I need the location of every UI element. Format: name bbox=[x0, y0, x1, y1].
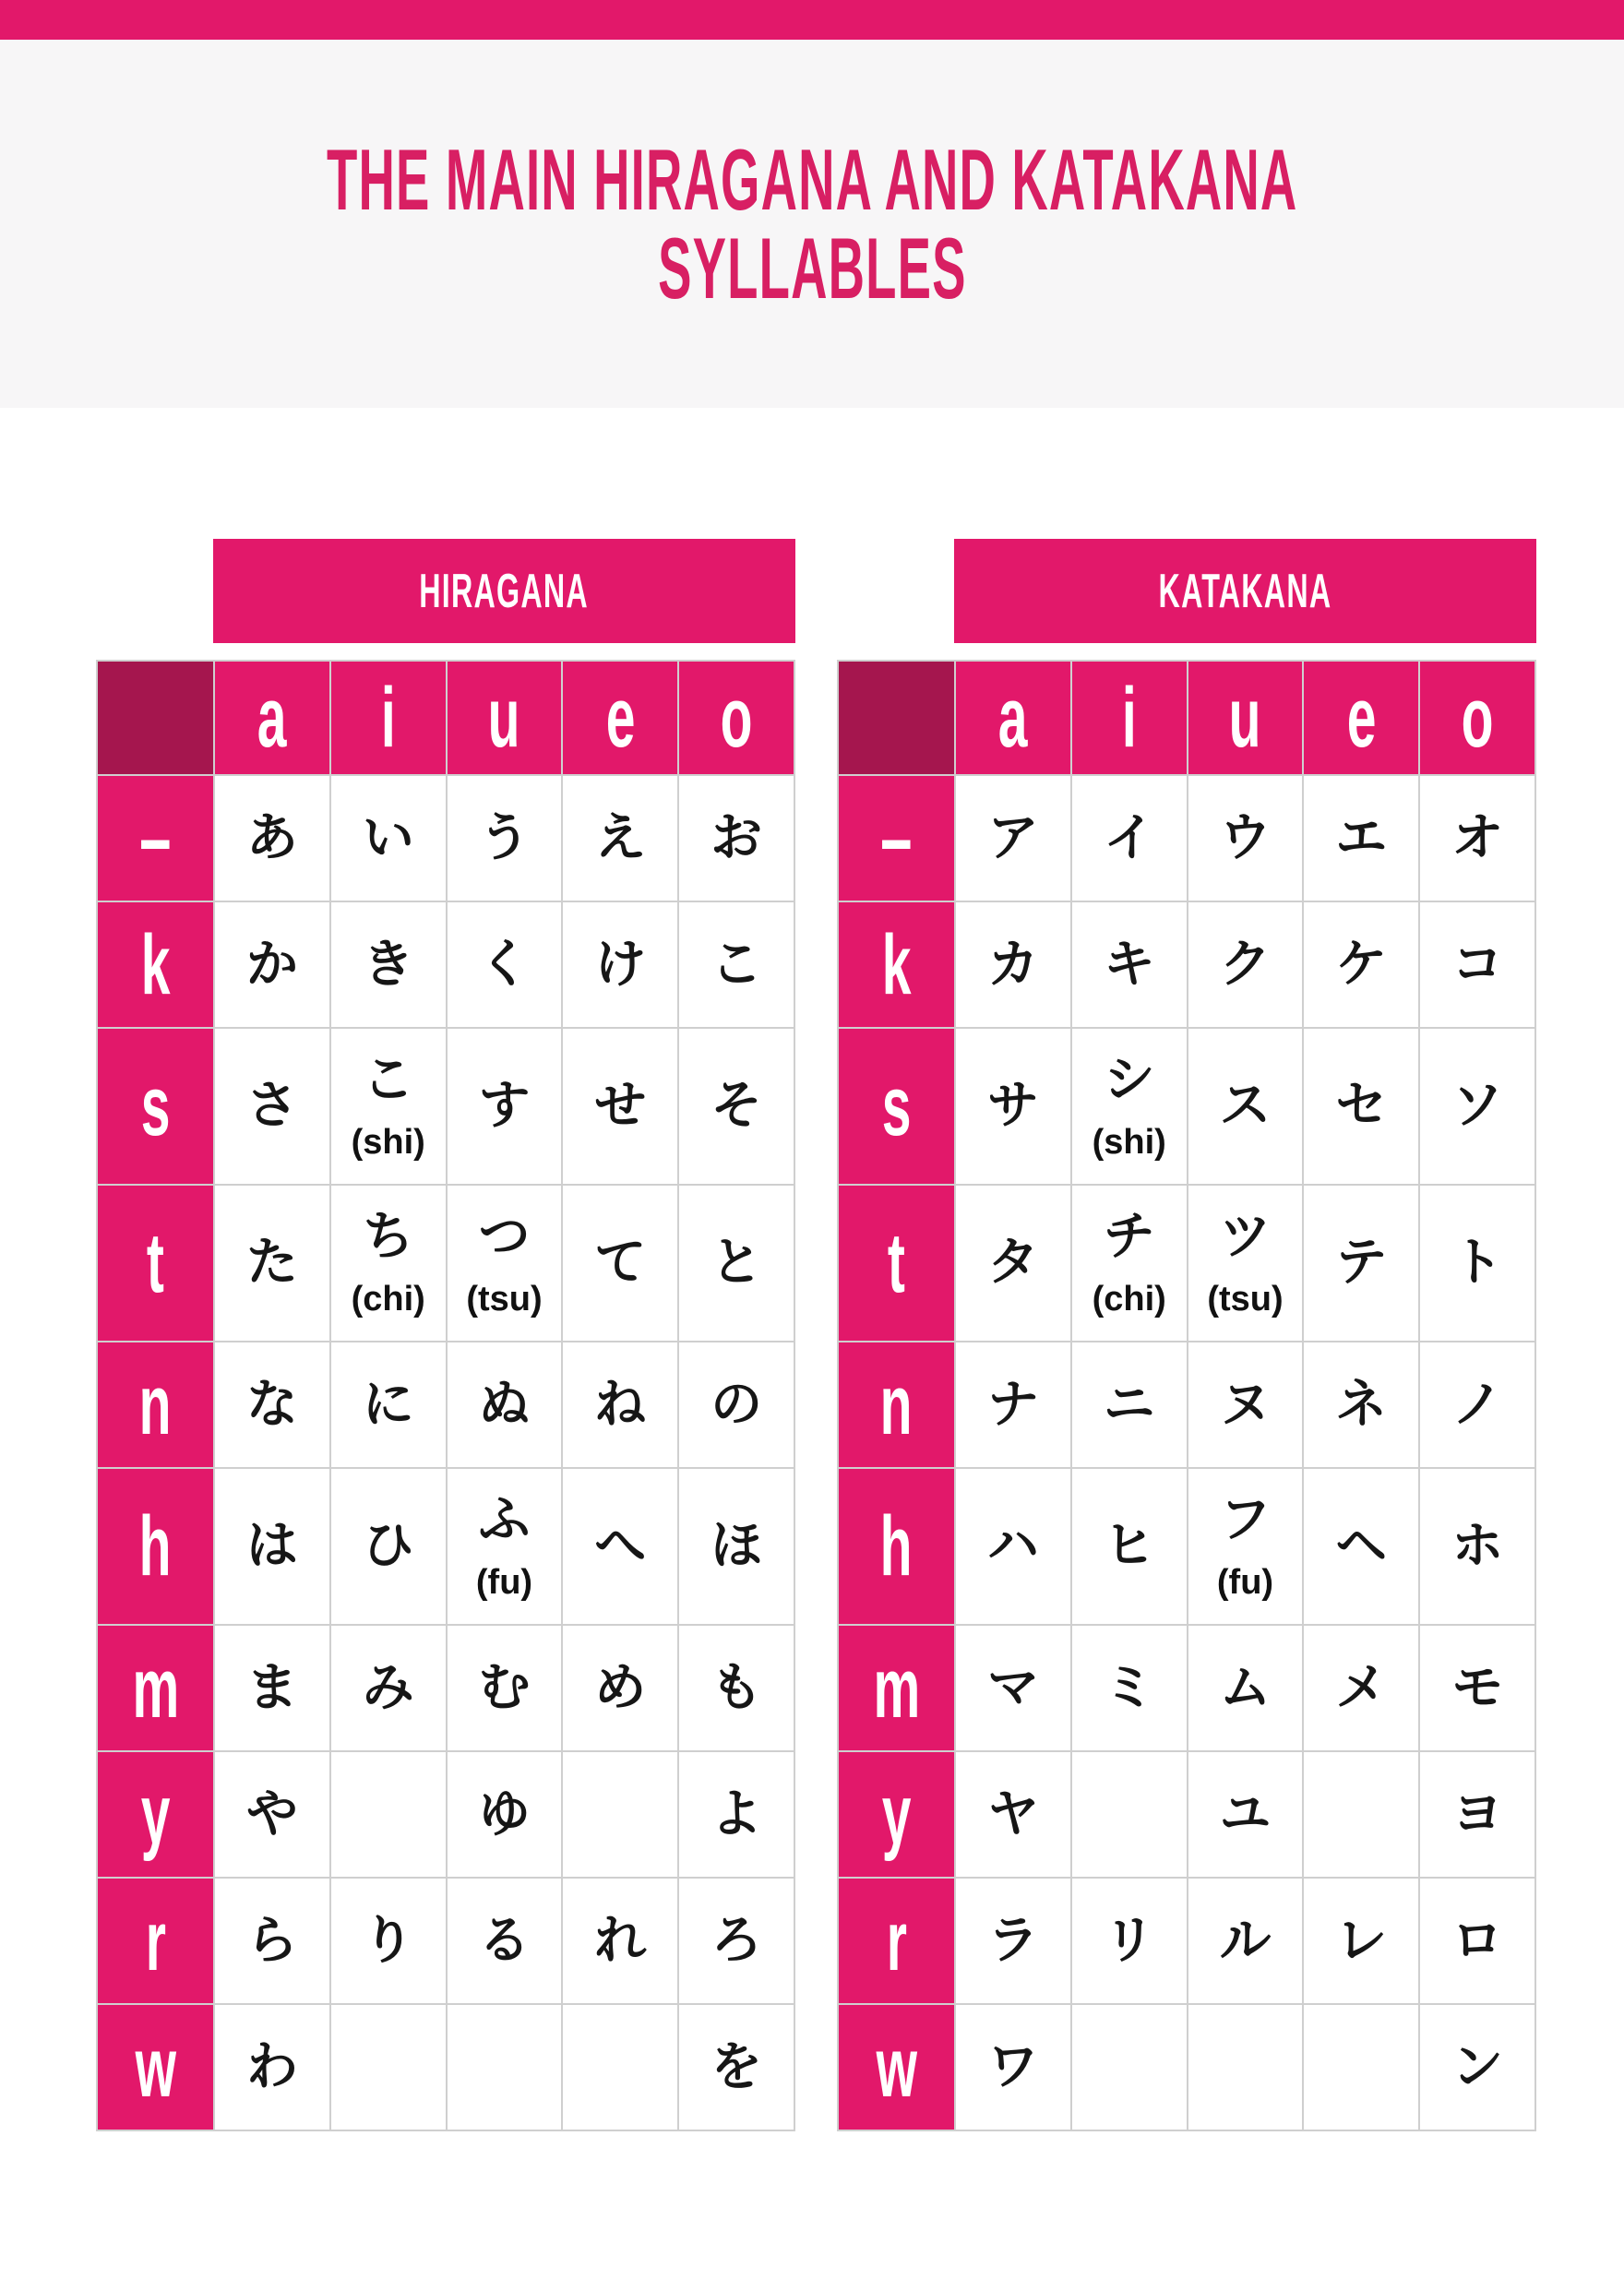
kana-glyph: オ bbox=[1451, 807, 1504, 868]
cell-hiragana-none-u bbox=[448, 776, 562, 901]
cell-katakana-s-a bbox=[956, 1029, 1070, 1184]
kana-glyph: え bbox=[594, 807, 647, 868]
cell-hiragana-h-o bbox=[679, 1469, 794, 1624]
kana-glyph: モ bbox=[1451, 1657, 1504, 1718]
kana-glyph: ネ bbox=[1335, 1374, 1388, 1435]
cell-hiragana-none-i bbox=[331, 776, 446, 901]
consonant-label-none: - bbox=[878, 796, 915, 879]
kana-glyph: よ bbox=[710, 1784, 763, 1844]
kana-glyph: ワ bbox=[986, 2036, 1039, 2097]
kana-glyph: う bbox=[478, 807, 531, 868]
katakana-row-header-y bbox=[839, 1752, 954, 1877]
katakana-banner bbox=[954, 539, 1536, 643]
kana-glyph: て bbox=[594, 1233, 647, 1294]
kana-glyph: ア bbox=[986, 807, 1039, 868]
kana-glyph: ニ bbox=[1103, 1374, 1155, 1435]
kana-glyph: ハ bbox=[986, 1516, 1039, 1577]
katakana-row-header-h bbox=[839, 1469, 954, 1624]
cell-hiragana-r-a bbox=[215, 1879, 329, 2003]
hiragana-row-header-k bbox=[98, 902, 213, 1027]
consonant-label-m: m bbox=[132, 1641, 179, 1736]
hiragana-corner-cell bbox=[98, 662, 213, 774]
kana-glyph: ね bbox=[594, 1374, 647, 1435]
kana-glyph: サ bbox=[986, 1076, 1039, 1137]
header-band bbox=[0, 40, 1624, 408]
consonant-label-h: h bbox=[880, 1499, 913, 1593]
kana-glyph: ヌ bbox=[1219, 1374, 1272, 1435]
cell-katakana-h-u bbox=[1188, 1469, 1303, 1624]
cell-katakana-r-o bbox=[1420, 1879, 1534, 2003]
kana-glyph: ホ bbox=[1451, 1516, 1504, 1577]
romaji-label: (fu) bbox=[475, 1562, 533, 1602]
cell-hiragana-s-e bbox=[563, 1029, 677, 1184]
kana-glyph: エ bbox=[1335, 807, 1388, 868]
cell-hiragana-n-e bbox=[563, 1342, 677, 1467]
kana-glyph: と bbox=[710, 1233, 763, 1294]
kana-glyph: ユ bbox=[1219, 1784, 1272, 1844]
top-accent-bar bbox=[0, 0, 1624, 40]
kana-glyph: レ bbox=[1335, 1910, 1388, 1971]
cell-hiragana-m-u bbox=[448, 1626, 562, 1750]
cell-hiragana-w-e bbox=[563, 2005, 677, 2130]
consonant-label-h: h bbox=[139, 1499, 172, 1593]
cell-katakana-s-o bbox=[1420, 1029, 1534, 1184]
cell-katakana-s-i bbox=[1072, 1029, 1187, 1184]
kana-glyph: ゆ bbox=[478, 1784, 531, 1844]
kana-glyph: マ bbox=[986, 1657, 1039, 1718]
cell-hiragana-w-a bbox=[215, 2005, 329, 2130]
cell-hiragana-y-o bbox=[679, 1752, 794, 1877]
cell-hiragana-t-e bbox=[563, 1186, 677, 1341]
kana-glyph: さ bbox=[245, 1076, 298, 1137]
cell-katakana-none-o bbox=[1420, 776, 1534, 901]
kana-glyph: イ bbox=[1103, 807, 1155, 868]
cell-katakana-y-u bbox=[1188, 1752, 1303, 1877]
cell-katakana-r-i bbox=[1072, 1879, 1187, 2003]
hiragana-row-header-s bbox=[98, 1029, 213, 1184]
kana-glyph: セ bbox=[1335, 1076, 1388, 1137]
vowel-label-o: o bbox=[1461, 671, 1494, 765]
vowel-label-i: i bbox=[1121, 671, 1137, 765]
cell-hiragana-n-a bbox=[215, 1342, 329, 1467]
cell-hiragana-s-i bbox=[331, 1029, 446, 1184]
cell-hiragana-y-u bbox=[448, 1752, 562, 1877]
kana-glyph: き bbox=[362, 934, 414, 995]
katakana-grid bbox=[837, 660, 1536, 2131]
kana-glyph: ナ bbox=[986, 1374, 1039, 1435]
cell-katakana-t-u bbox=[1188, 1186, 1303, 1341]
cell-hiragana-w-u bbox=[448, 2005, 562, 2130]
cell-katakana-t-o bbox=[1420, 1186, 1534, 1341]
kana-glyph: ム bbox=[1219, 1657, 1272, 1718]
kana-glyph: ま bbox=[245, 1657, 298, 1718]
cell-katakana-none-e bbox=[1304, 776, 1418, 901]
consonant-label-y: y bbox=[140, 1767, 171, 1862]
cell-hiragana-t-a bbox=[215, 1186, 329, 1341]
katakana-corner-cell bbox=[839, 662, 954, 774]
vowel-label-o: o bbox=[720, 671, 753, 765]
kana-glyph: す bbox=[478, 1076, 531, 1137]
kana-glyph: な bbox=[245, 1374, 298, 1435]
romaji-label: (shi) bbox=[1092, 1122, 1166, 1162]
kana-glyph: せ bbox=[594, 1076, 647, 1137]
hiragana-section bbox=[96, 539, 795, 2131]
cell-katakana-w-o bbox=[1420, 2005, 1534, 2130]
cell-katakana-t-e bbox=[1304, 1186, 1418, 1341]
kana-glyph: ス bbox=[1219, 1076, 1272, 1137]
cell-hiragana-s-o bbox=[679, 1029, 794, 1184]
hiragana-banner-title: HIRAGANA bbox=[419, 564, 590, 618]
cell-hiragana-t-o bbox=[679, 1186, 794, 1341]
cell-katakana-none-a bbox=[956, 776, 1070, 901]
kana-glyph: ツ bbox=[1219, 1206, 1272, 1267]
kana-glyph: を bbox=[710, 2036, 763, 2097]
consonant-label-n: n bbox=[139, 1357, 172, 1452]
kana-glyph: に bbox=[362, 1374, 414, 1435]
kana-glyph: こ bbox=[362, 1049, 414, 1110]
cell-hiragana-n-i bbox=[331, 1342, 446, 1467]
kana-glyph: キ bbox=[1103, 934, 1155, 995]
katakana-row-header-s bbox=[839, 1029, 954, 1184]
page-title-line1: THE MAIN HIRAGANA AND KATAKANA bbox=[326, 130, 1298, 228]
cell-katakana-k-u bbox=[1188, 902, 1303, 1027]
cell-katakana-w-i bbox=[1072, 2005, 1187, 2130]
consonant-label-y: y bbox=[881, 1767, 912, 1862]
kana-glyph: チ bbox=[1103, 1206, 1155, 1267]
cell-hiragana-s-u bbox=[448, 1029, 562, 1184]
kana-glyph: ろ bbox=[710, 1910, 763, 1971]
kana-glyph: テ bbox=[1335, 1233, 1388, 1294]
hiragana-vowel-header-o bbox=[679, 662, 794, 774]
hiragana-row-header-w bbox=[98, 2005, 213, 2130]
cell-hiragana-k-i bbox=[331, 902, 446, 1027]
cell-hiragana-y-a bbox=[215, 1752, 329, 1877]
kana-glyph: ほ bbox=[710, 1516, 763, 1577]
cell-katakana-k-e bbox=[1304, 902, 1418, 1027]
kana-glyph: た bbox=[245, 1233, 298, 1294]
cell-katakana-m-o bbox=[1420, 1626, 1534, 1750]
cell-hiragana-r-o bbox=[679, 1879, 794, 2003]
consonant-label-s: s bbox=[881, 1059, 912, 1153]
cell-hiragana-h-u bbox=[448, 1469, 562, 1624]
cell-hiragana-m-e bbox=[563, 1626, 677, 1750]
hiragana-row-header-r bbox=[98, 1879, 213, 2003]
cell-katakana-n-i bbox=[1072, 1342, 1187, 1467]
cell-katakana-m-a bbox=[956, 1626, 1070, 1750]
cell-hiragana-n-u bbox=[448, 1342, 562, 1467]
cell-hiragana-s-a bbox=[215, 1029, 329, 1184]
kana-glyph: い bbox=[362, 807, 414, 868]
cell-katakana-t-a bbox=[956, 1186, 1070, 1341]
kana-glyph: ウ bbox=[1219, 807, 1272, 868]
consonant-label-r: r bbox=[886, 1893, 907, 1988]
cell-hiragana-n-o bbox=[679, 1342, 794, 1467]
consonant-label-t: t bbox=[887, 1216, 905, 1310]
kana-glyph: ミ bbox=[1103, 1657, 1155, 1718]
cell-katakana-m-i bbox=[1072, 1626, 1187, 1750]
romaji-label: (chi) bbox=[351, 1279, 425, 1319]
cell-hiragana-m-o bbox=[679, 1626, 794, 1750]
cell-katakana-m-u bbox=[1188, 1626, 1303, 1750]
cell-hiragana-none-e bbox=[563, 776, 677, 901]
cell-katakana-w-u bbox=[1188, 2005, 1303, 2130]
consonant-label-k: k bbox=[140, 917, 171, 1012]
cell-katakana-s-u bbox=[1188, 1029, 1303, 1184]
cell-katakana-h-a bbox=[956, 1469, 1070, 1624]
katakana-row-header-none bbox=[839, 776, 954, 901]
vowel-label-u: u bbox=[488, 671, 520, 765]
katakana-row-header-n bbox=[839, 1342, 954, 1467]
vowel-label-a: a bbox=[257, 671, 287, 765]
kana-glyph: ケ bbox=[1335, 934, 1388, 995]
kana-glyph: つ bbox=[478, 1206, 531, 1267]
kana-glyph: メ bbox=[1335, 1657, 1388, 1718]
cell-katakana-h-o bbox=[1420, 1469, 1534, 1624]
hiragana-vowel-header-i bbox=[331, 662, 446, 774]
hiragana-row-header-h bbox=[98, 1469, 213, 1624]
kana-glyph: り bbox=[362, 1910, 414, 1971]
katakana-vowel-header-e bbox=[1304, 662, 1418, 774]
consonant-label-w: w bbox=[135, 2020, 176, 2115]
cell-hiragana-none-o bbox=[679, 776, 794, 901]
kana-glyph: ふ bbox=[478, 1489, 531, 1550]
cell-katakana-y-o bbox=[1420, 1752, 1534, 1877]
hiragana-row-header-m bbox=[98, 1626, 213, 1750]
cell-katakana-h-i bbox=[1072, 1469, 1187, 1624]
cell-katakana-r-a bbox=[956, 1879, 1070, 2003]
katakana-vowel-header-a bbox=[956, 662, 1070, 774]
consonant-label-none: - bbox=[137, 796, 174, 879]
kana-glyph: ノ bbox=[1451, 1374, 1504, 1435]
kana-glyph: も bbox=[710, 1657, 763, 1718]
kana-glyph: ぬ bbox=[478, 1374, 531, 1435]
hiragana-row-header-y bbox=[98, 1752, 213, 1877]
kana-glyph: め bbox=[594, 1657, 647, 1718]
katakana-vowel-header-u bbox=[1188, 662, 1303, 774]
cell-katakana-w-a bbox=[956, 2005, 1070, 2130]
kana-glyph: み bbox=[362, 1657, 414, 1718]
romaji-label: (chi) bbox=[1092, 1279, 1166, 1319]
kana-glyph: ク bbox=[1219, 934, 1272, 995]
cell-katakana-y-e bbox=[1304, 1752, 1418, 1877]
kana-glyph: く bbox=[478, 934, 531, 995]
kana-glyph: お bbox=[710, 807, 763, 868]
cell-katakana-h-e bbox=[1304, 1469, 1418, 1624]
cell-hiragana-k-e bbox=[563, 902, 677, 1027]
page-title-line2: SYLLABLES bbox=[657, 219, 967, 316]
kana-glyph: フ bbox=[1219, 1489, 1272, 1550]
kana-glyph: ヒ bbox=[1103, 1516, 1155, 1577]
cell-hiragana-m-i bbox=[331, 1626, 446, 1750]
kana-glyph: か bbox=[245, 934, 298, 995]
consonant-label-w: w bbox=[876, 2020, 917, 2115]
katakana-row-header-t bbox=[839, 1186, 954, 1341]
katakana-row-header-r bbox=[839, 1879, 954, 2003]
romaji-label: (shi) bbox=[351, 1122, 425, 1162]
kana-glyph: の bbox=[710, 1374, 763, 1435]
hiragana-grid bbox=[96, 660, 795, 2131]
cell-katakana-n-a bbox=[956, 1342, 1070, 1467]
cell-hiragana-r-i bbox=[331, 1879, 446, 2003]
katakana-row-header-w bbox=[839, 2005, 954, 2130]
kana-glyph: あ bbox=[245, 807, 298, 868]
kana-glyph: ラ bbox=[986, 1910, 1039, 1971]
consonant-label-m: m bbox=[873, 1641, 920, 1736]
cell-hiragana-r-e bbox=[563, 1879, 677, 2003]
cell-katakana-none-u bbox=[1188, 776, 1303, 901]
kana-glyph: わ bbox=[245, 2036, 298, 2097]
romaji-label: (fu) bbox=[1216, 1562, 1274, 1602]
cell-hiragana-h-e bbox=[563, 1469, 677, 1624]
kana-glyph: け bbox=[594, 934, 647, 995]
kana-glyph: タ bbox=[986, 1233, 1039, 1294]
romaji-label: (tsu) bbox=[466, 1279, 543, 1319]
kana-glyph: ト bbox=[1451, 1233, 1504, 1294]
kana-glyph: ル bbox=[1219, 1910, 1272, 1971]
cell-katakana-s-e bbox=[1304, 1029, 1418, 1184]
consonant-label-s: s bbox=[140, 1059, 171, 1153]
kana-glyph: シ bbox=[1103, 1049, 1155, 1110]
kana-glyph: ち bbox=[362, 1206, 414, 1267]
katakana-vowel-header-i bbox=[1072, 662, 1187, 774]
cell-hiragana-w-o bbox=[679, 2005, 794, 2130]
cell-katakana-r-u bbox=[1188, 1879, 1303, 2003]
cell-hiragana-k-a bbox=[215, 902, 329, 1027]
cell-katakana-t-i bbox=[1072, 1186, 1187, 1341]
katakana-banner-title: KATAKANA bbox=[1158, 564, 1332, 618]
kana-glyph: ヨ bbox=[1451, 1784, 1504, 1844]
cell-hiragana-k-u bbox=[448, 902, 562, 1027]
cell-hiragana-h-i bbox=[331, 1469, 446, 1624]
kana-glyph: れ bbox=[594, 1910, 647, 1971]
cell-katakana-m-e bbox=[1304, 1626, 1418, 1750]
vowel-label-a: a bbox=[998, 671, 1028, 765]
cell-katakana-y-a bbox=[956, 1752, 1070, 1877]
cell-hiragana-m-a bbox=[215, 1626, 329, 1750]
kana-glyph: や bbox=[245, 1784, 298, 1844]
hiragana-row-header-t bbox=[98, 1186, 213, 1341]
kana-glyph: こ bbox=[710, 934, 763, 995]
cell-katakana-r-e bbox=[1304, 1879, 1418, 2003]
cell-katakana-n-u bbox=[1188, 1342, 1303, 1467]
katakana-vowel-header-o bbox=[1420, 662, 1534, 774]
kana-glyph: ン bbox=[1451, 2036, 1504, 2097]
vowel-label-u: u bbox=[1229, 671, 1261, 765]
kana-glyph: ヘ bbox=[1335, 1516, 1388, 1577]
kana-glyph: ら bbox=[245, 1910, 298, 1971]
hiragana-vowel-header-e bbox=[563, 662, 677, 774]
kana-glyph: る bbox=[478, 1910, 531, 1971]
cell-katakana-n-o bbox=[1420, 1342, 1534, 1467]
vowel-label-e: e bbox=[1346, 671, 1377, 765]
cell-katakana-k-i bbox=[1072, 902, 1187, 1027]
kana-glyph: カ bbox=[986, 934, 1039, 995]
kana-glyph: へ bbox=[594, 1516, 647, 1577]
consonant-label-r: r bbox=[145, 1893, 166, 1988]
kana-glyph: コ bbox=[1451, 934, 1504, 995]
kana-glyph: そ bbox=[710, 1076, 763, 1137]
kana-glyph: ヤ bbox=[986, 1784, 1039, 1844]
cell-katakana-n-e bbox=[1304, 1342, 1418, 1467]
hiragana-row-header-none bbox=[98, 776, 213, 901]
cell-hiragana-t-u bbox=[448, 1186, 562, 1341]
consonant-label-k: k bbox=[881, 917, 912, 1012]
cell-hiragana-y-e bbox=[563, 1752, 677, 1877]
cell-katakana-y-i bbox=[1072, 1752, 1187, 1877]
cell-hiragana-w-i bbox=[331, 2005, 446, 2130]
cell-katakana-k-o bbox=[1420, 902, 1534, 1027]
kana-glyph: ひ bbox=[362, 1516, 414, 1577]
page-title bbox=[0, 130, 1624, 316]
kana-glyph: ロ bbox=[1451, 1910, 1504, 1971]
cell-hiragana-t-i bbox=[331, 1186, 446, 1341]
cell-katakana-k-a bbox=[956, 902, 1070, 1027]
hiragana-banner bbox=[213, 539, 795, 643]
cell-hiragana-y-i bbox=[331, 1752, 446, 1877]
consonant-label-n: n bbox=[880, 1357, 913, 1452]
katakana-row-header-m bbox=[839, 1626, 954, 1750]
hiragana-row-header-n bbox=[98, 1342, 213, 1467]
cell-hiragana-h-a bbox=[215, 1469, 329, 1624]
katakana-section bbox=[837, 539, 1536, 2131]
kana-glyph: ソ bbox=[1451, 1076, 1504, 1137]
cell-katakana-none-i bbox=[1072, 776, 1187, 901]
hiragana-vowel-header-a bbox=[215, 662, 329, 774]
cell-hiragana-r-u bbox=[448, 1879, 562, 2003]
consonant-label-t: t bbox=[146, 1216, 164, 1310]
kana-glyph: は bbox=[245, 1516, 298, 1577]
kana-glyph: む bbox=[478, 1657, 531, 1718]
vowel-label-i: i bbox=[380, 671, 396, 765]
cell-katakana-w-e bbox=[1304, 2005, 1418, 2130]
hiragana-vowel-header-u bbox=[448, 662, 562, 774]
vowel-label-e: e bbox=[605, 671, 636, 765]
romaji-label: (tsu) bbox=[1207, 1279, 1284, 1319]
cell-hiragana-k-o bbox=[679, 902, 794, 1027]
kana-glyph: リ bbox=[1103, 1910, 1155, 1971]
cell-hiragana-none-a bbox=[215, 776, 329, 901]
katakana-row-header-k bbox=[839, 902, 954, 1027]
